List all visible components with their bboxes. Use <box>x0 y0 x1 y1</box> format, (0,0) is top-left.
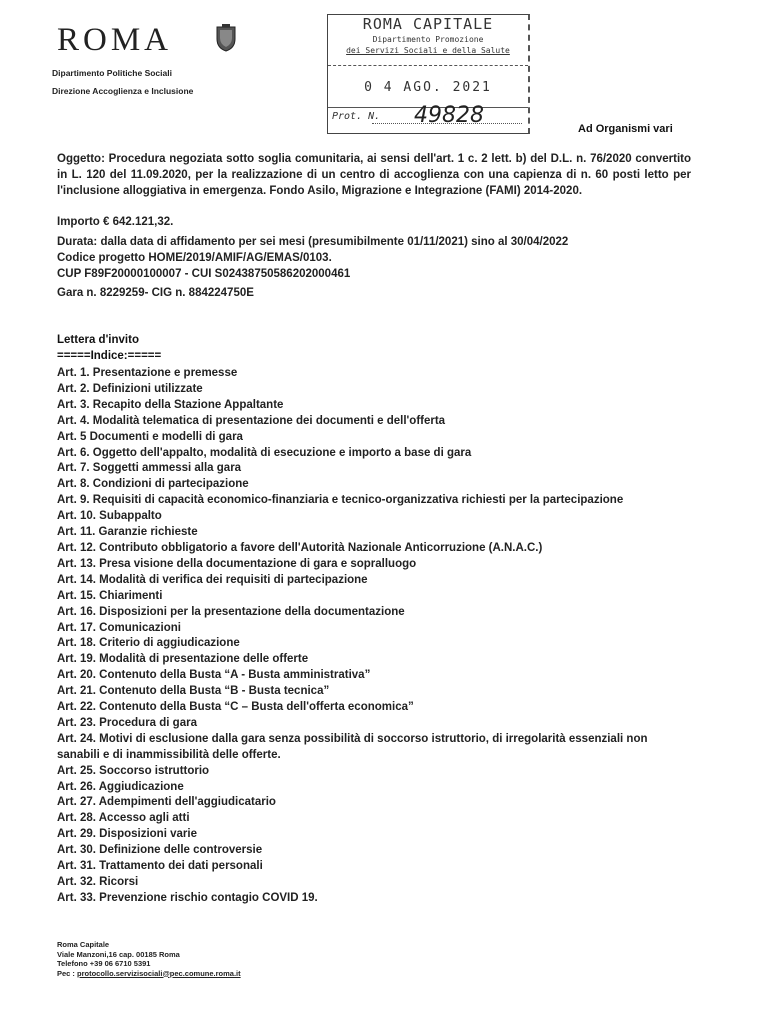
letter-title: Lettera d'invito <box>57 334 139 346</box>
table-of-contents <box>57 366 657 907</box>
project-code-line: Codice progetto HOME/2019/AMIF/AG/EMAS/0103. <box>57 252 332 264</box>
toc-item: Art. 26. Aggiudicazione <box>57 780 184 793</box>
toc-item: Art. 33. Prevenzione rischio contagio COVID 19. <box>57 891 318 904</box>
toc-item: Art. 28. Accesso agli atti <box>57 812 190 825</box>
stamp-title: ROMA CAPITALE <box>362 15 494 33</box>
footer-phone: Telefono +39 06 6710 5391 <box>57 959 151 968</box>
logo-wordmark: ROMA <box>57 22 173 58</box>
toc-item: Art. 12. Contributo obbligatorio a favore dell'Autorità Nazionale Anticorruzione (A.N.A.C.) <box>57 541 543 554</box>
toc-item: Art. 6. Oggetto dell'appalto, modalità di esecuzione e importo a base di gara <box>57 446 472 459</box>
toc-item: Art. 20. Contenuto della Busta “A - Busta amministrativa” <box>57 669 371 682</box>
cup-line: CUP F89F20000100007 - CUI S02438750586202000461 <box>57 268 351 280</box>
amount-line: Importo € 642.121,32. <box>57 216 174 228</box>
toc-item: Art. 13. Presa visione della documentazione di gara e sopralluogo <box>57 557 417 570</box>
protocol-stamp <box>327 14 530 134</box>
toc-item: Art. 2. Definizioni utilizzate <box>57 382 203 395</box>
toc-item: Art. 18. Criterio di aggiudicazione <box>57 637 240 650</box>
duration-line: Durata: dalla data di affidamento per sei mesi (presumibilmente 01/11/2021) sino al 30/04/2022 <box>57 236 569 248</box>
stamp-department-2: dei Servizi Sociali e della Salute <box>346 46 510 55</box>
directorate-name: Direzione Accoglienza e Inclusione <box>52 86 194 96</box>
toc-item: Art. 7. Soggetti ammessi alla gara <box>57 462 242 475</box>
toc-item: Art. 1. Presentazione e premesse <box>57 367 238 379</box>
roma-logo <box>57 22 257 62</box>
subject-paragraph: Oggetto: Procedura negoziata sotto soglia comunitaria, ai sensi dell'art. 1 c. 2 lett. b) del D.L. n. 76/2020 convertito in L. 120 del 11.09.2020, per la realizzazione di un centro di accoglienza con una capienza di n. 60 posti letto per l'inclusione alloggiativa in emergenza. Fondo Asilo, Migrazione e Integrazione (FAMI) 2014-2020. <box>57 153 691 198</box>
footer <box>57 940 241 978</box>
toc-item: Art. 17. Comunicazioni <box>57 621 181 634</box>
toc-item: Art. 21. Contenuto della Busta “B - Busta tecnica” <box>57 685 330 698</box>
index-heading: =====Indice:===== <box>57 350 162 362</box>
toc-item: Art. 15. Chiarimenti <box>57 589 163 602</box>
stamp-department: Dipartimento Promozione <box>372 35 484 44</box>
toc-item: Art. 4. Modalità telematica di presentazione dei documenti e dell'offerta <box>57 414 446 427</box>
toc-item: Art. 29. Disposizioni varie <box>57 828 197 841</box>
footer-org: Roma Capitale <box>57 940 110 949</box>
toc-item: Art. 16. Disposizioni per la presentazione della documentazione <box>57 605 405 618</box>
toc-item: Art. 24. Motivi di esclusione dalla gara senza possibilità di soccorso istruttorio, di irregolarità essenziali non sanabili e di inammissibilità delle offerte. <box>57 732 648 761</box>
footer-pec-label: Pec : <box>57 968 78 978</box>
toc-item: Art. 14. Modalità di verifica dei requisiti di partecipazione <box>57 573 368 586</box>
stamp-protocol-label: Prot. N. <box>332 111 381 122</box>
toc-item: Art. 3. Recapito della Stazione Appaltante <box>57 398 284 411</box>
toc-item: Art. 30. Definizione delle controversie <box>57 844 263 857</box>
toc-item: Art. 32. Ricorsi <box>57 876 139 888</box>
stamp-date: 0 4 AGO. 2021 <box>328 73 528 108</box>
footer-pec <box>57 969 241 979</box>
pec-email-link[interactable]: protocollo.servizisociali@pec.comune.roma.it <box>77 968 241 978</box>
footer-address: Viale Manzoni,16 cap. 00185 Roma <box>57 949 180 959</box>
tender-line: Gara n. 8229259- CIG n. 884224750E <box>57 287 254 299</box>
toc-item: Art. 8. Condizioni di partecipazione <box>57 478 249 491</box>
toc-item: Art. 23. Procedura di gara <box>57 716 197 729</box>
department-name: Dipartimento Politiche Sociali <box>52 68 172 78</box>
stamp-header <box>328 15 528 66</box>
addressee: Ad Organismi vari <box>578 123 673 135</box>
toc-item: Art. 19. Modalità di presentazione delle offerte <box>57 653 309 666</box>
toc-item: Art. 10. Subappalto <box>57 510 162 523</box>
toc-item: Art. 22. Contenuto della Busta “C – Busta dell'offerta economica” <box>57 701 414 714</box>
toc-item: Art. 27. Adempimenti dell'aggiudicatario <box>57 796 276 809</box>
toc-item: Art. 11. Garanzie richieste <box>57 526 198 539</box>
toc-item: Art. 31. Trattamento dei dati personali <box>57 860 263 873</box>
crest-icon <box>215 24 237 52</box>
stamp-protocol-number: 49828 <box>414 103 484 128</box>
toc-item: Art. 9. Requisiti di capacità economico-finanziaria e tecnico-organizzativa richiesti per la partecipazione <box>57 494 624 507</box>
toc-item: Art. 25. Soccorso istruttorio <box>57 764 210 777</box>
toc-item: Art. 5 Documenti e modelli di gara <box>57 430 243 443</box>
